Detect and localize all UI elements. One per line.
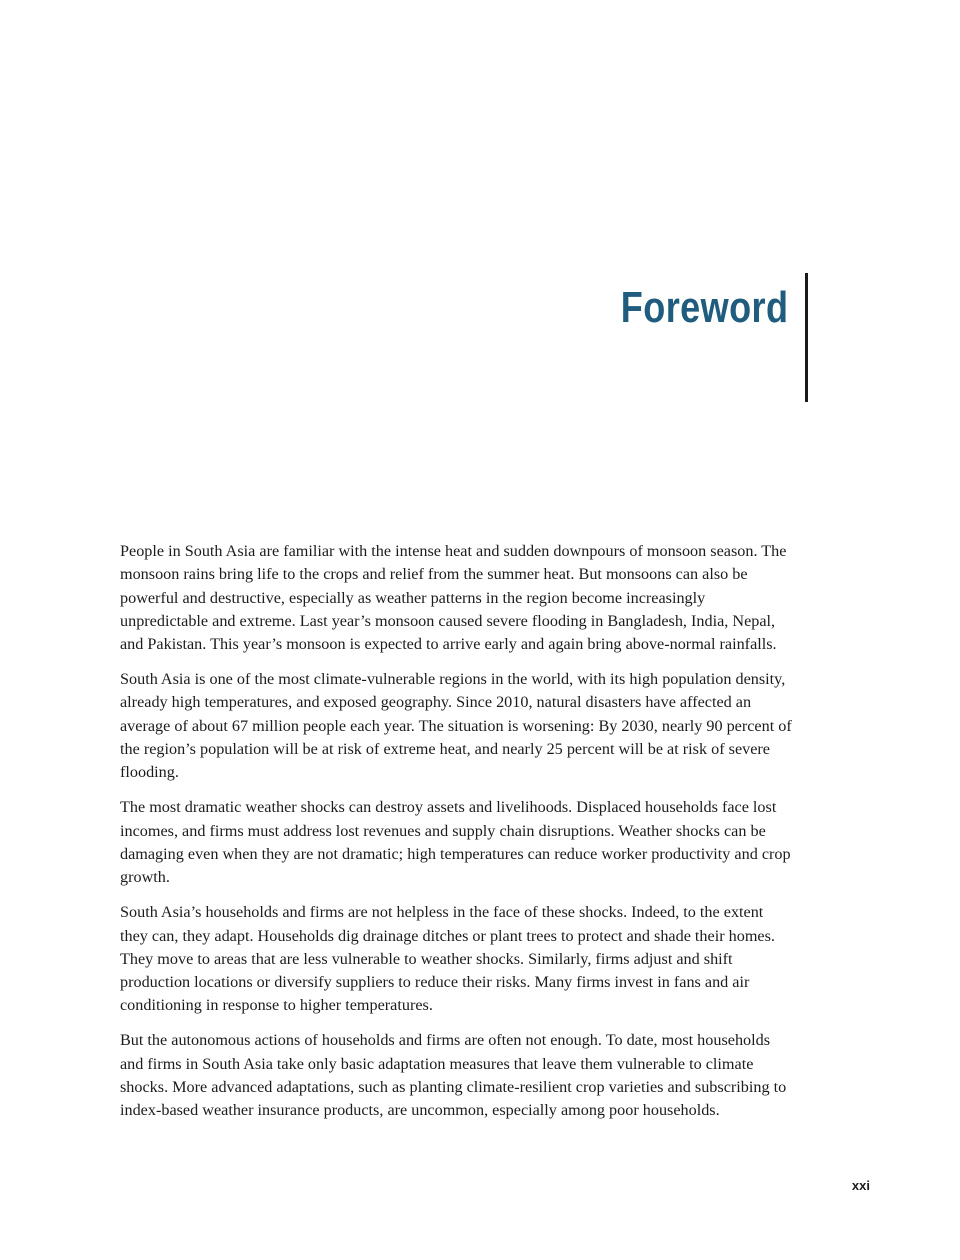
paragraph-1: People in South Asia are familiar with the intense heat and sudden downpours of monsoon season. The monsoon rains bring life to the crops and relief from the summer heat. But monsoons can also be powerful and destructive, especially as weather patterns in the region become increasingly unpredictable and extreme. Last year’s monsoon caused severe flooding in Bangladesh, India, Nepal, and Pakistan. This year’s monsoon is expected to arrive early and again bring above-normal rainfalls. <box>120 542 787 654</box>
title-block <box>584 280 788 336</box>
title-rule <box>805 273 808 402</box>
page-title: Foreword <box>620 283 788 332</box>
paragraph-3: The most dramatic weather shocks can destroy assets and livelihoods. Displaced households face lost incomes, and firms must address lost revenues and supply chain disruptions. Weather shocks can be damaging even when they are not dramatic; high temperatures can reduce worker productivity and crop growth. <box>120 798 791 887</box>
paragraph-4: South Asia’s households and firms are not helpless in the face of these shocks. Indeed, to the extent they can, they adapt. Households dig drainage ditches or plant trees to protect and shade their homes. They move to areas that are less vulnerable to weather shocks. Similarly, firms adjust and shift production locations or diversify suppliers to reduce their risks. Many firms invest in fans and air conditioning in response to higher temperatures. <box>120 903 775 1015</box>
paragraph-2: South Asia is one of the most climate-vulnerable regions in the world, with its high population density, already high temperatures, and exposed geography. Since 2010, natural disasters have affected an average of about 67 million people each year. The situation is worsening: By 2030, nearly 90 percent of the region’s population will be at risk of extreme heat, and nearly 25 percent will be at risk of severe flooding. <box>120 670 792 782</box>
paragraph-5: But the autonomous actions of households and firms are often not enough. To date, most households and firms in South Asia take only basic adaptation measures that leave them vulnerable to climate shocks. More advanced adaptations, such as planting climate-resilient crop varieties and subscribing to index-based weather insurance products, are uncommon, especially among poor households. <box>120 1031 787 1120</box>
body-text <box>120 540 792 1134</box>
page-number: xxi <box>851 1178 870 1193</box>
